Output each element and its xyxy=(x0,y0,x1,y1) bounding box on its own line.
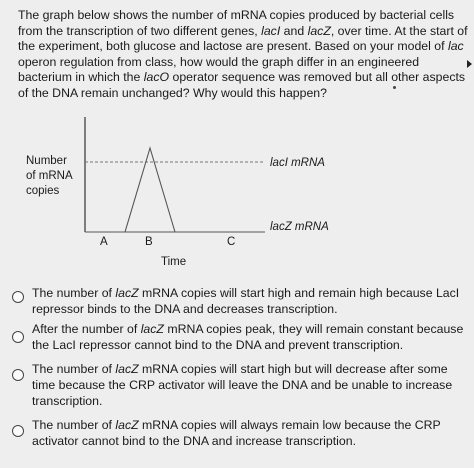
point-c-label: C xyxy=(227,236,236,248)
option-2-text: After the number of lacZ mRNA copies peak, they will remain constant because the LacI repressor cannot bind to the DNA and prevent transcription. xyxy=(32,322,464,352)
y-label-1: Number xyxy=(26,155,67,167)
y-label-2: of mRNA xyxy=(26,170,73,182)
y-label-3: copies xyxy=(26,185,60,197)
question-text: The graph below shows the number of mRNA copies produced by bacterial cells from the transcription of two different genes, lacI and lacZ, over time. At the start of the experiment, both glucose and lactose are present. Based on your model of lac operon regulation from class, how would the graph differ in an engineered bacterium in which the lacO operator sequence was removed but all other aspects of the DNA remain unchanged? Why would this happen? xyxy=(18,8,468,100)
point-b-label: B xyxy=(145,236,153,248)
radio-button[interactable] xyxy=(12,291,24,303)
radio-button[interactable] xyxy=(12,425,24,437)
lacz-label: lacZ mRNA xyxy=(270,221,329,233)
lacz-peak xyxy=(125,148,175,232)
point-a-label: A xyxy=(100,236,108,248)
option-4-text: The number of lacZ mRNA copies will always remain low because the CRP activator cannot bind to the DNA and increase transcription. xyxy=(32,418,441,448)
laci-label: lacI mRNA xyxy=(270,157,325,169)
x-label: Time xyxy=(161,256,187,268)
radio-button[interactable] xyxy=(12,369,24,381)
option-3-text: The number of lacZ mRNA copies will start high but will decrease after some time because the CRP activator will leave the DNA and be unable to increase transcription. xyxy=(32,362,453,408)
option-1-text: The number of lacZ mRNA copies will start high and remain high because LacI repressor binds to the DNA and decreases transcription. xyxy=(32,286,460,316)
radio-button[interactable] xyxy=(12,331,24,343)
